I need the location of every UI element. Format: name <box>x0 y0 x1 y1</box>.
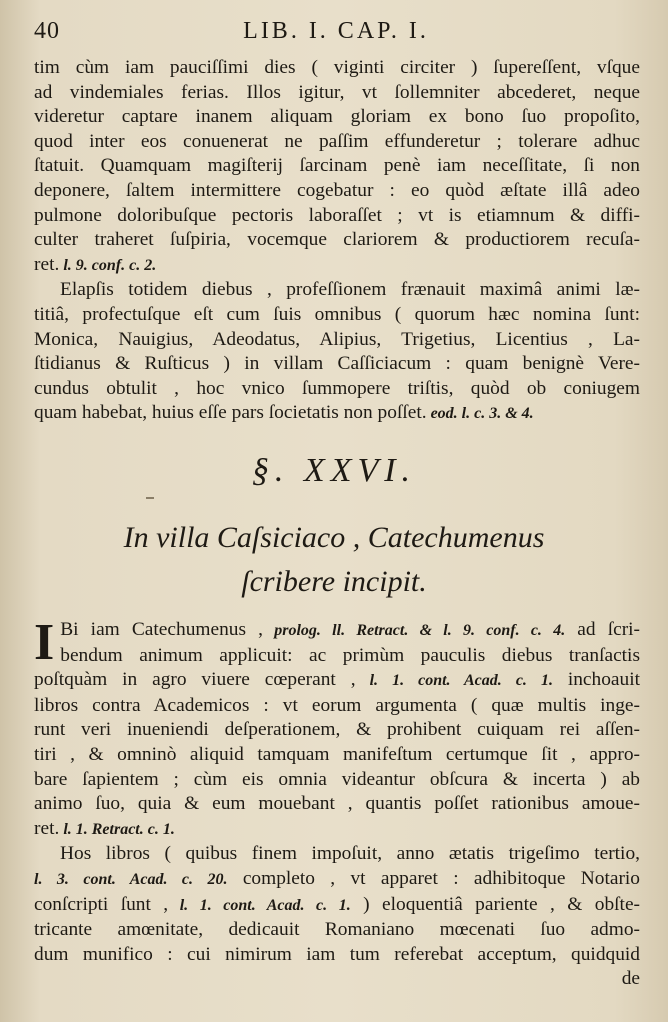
line-text: de <box>621 968 640 990</box>
line-text: ſtidianus & Ruſticus ) in villam Caſſiciacum : quam benignè Vere- <box>34 353 640 375</box>
line-text: ad vindemiales ferias. Illos igitur, vt ſollemniter abcederet, neque <box>34 81 640 103</box>
line-text-after: completo , vt apparet : adhibitoque Notario <box>227 867 640 889</box>
text-line <box>34 768 640 793</box>
section-title <box>0 516 668 604</box>
text-line <box>34 718 640 743</box>
line-text-after: ) eloquentiâ pariente , & obſte- <box>350 893 641 915</box>
text-line <box>34 967 640 992</box>
text-block-2 <box>34 614 641 992</box>
line-text: tricante amœnitate, dedicauit Romaniano mœcenati ſuo admo- <box>34 919 640 941</box>
paragraph-2 <box>34 278 640 427</box>
text-line <box>34 204 640 229</box>
section-number: §. XXVI. <box>251 452 417 489</box>
text-line <box>34 328 640 353</box>
text-line <box>34 918 640 943</box>
text-line <box>34 278 640 303</box>
text-line <box>34 401 640 427</box>
text-line <box>34 943 640 968</box>
line-text: ret. <box>34 253 60 275</box>
line-text: libros contra Academicos : vt eorum argumenta ( quæ multis inge- <box>34 694 640 716</box>
line-text: pulmone doloribuſque pectoris laboraſſet ; vt is etiamnum & diffi- <box>34 204 640 226</box>
text-line <box>34 618 640 644</box>
line-text: videretur captare inanem aliquam gloriam ex bono ſuo propoſito, <box>34 106 640 128</box>
line-text: ſtatuit. Quamquam magiſterij ſarcinam penè iam neceſſitate, ſi non <box>34 155 640 177</box>
page-header <box>34 16 638 50</box>
text-line <box>34 179 640 204</box>
text-line <box>34 105 640 130</box>
section-title-line-2: ſcribere incipit. <box>241 565 427 598</box>
text-block-1 <box>34 56 640 427</box>
citation: l. 1. Retract. c. 1. <box>59 820 175 838</box>
citation: l. 9. conf. c. 2. <box>59 256 157 274</box>
line-text: Hos libros ( quibus finem impoſuit, anno ætatis trigeſimo tertio, <box>60 843 640 865</box>
citation: prolog. ll. Retract. & l. 9. conf. c. 4. <box>262 622 566 639</box>
citation: l. 3. cont. Acad. c. 20. <box>34 870 228 888</box>
line-text: runt veri inueniendi deſperationem, & prohibent cuiquam rei aſſen- <box>34 719 640 741</box>
line-text: culter traheret ſuſpiria, vocemque clariorem & productiorem recuſa- <box>34 229 640 251</box>
text-line <box>34 668 640 694</box>
line-text: Bi iam Catechumenus , <box>60 619 263 640</box>
text-line <box>34 867 640 893</box>
line-text: ret. <box>34 817 60 839</box>
line-text: tim cùm iam pauciſſimi dies ( viginti circiter ) ſupereſſent, vſque <box>34 57 640 78</box>
line-text: animo ſuo, quia & eum mouebant , quantis poſſet rationibus amoue- <box>34 793 640 815</box>
citation: l. 1. cont. Acad. c. 1. <box>355 672 553 690</box>
text-line <box>34 792 640 817</box>
line-text: deponere, ſaltem intermittere cogebatur : eo quòd æſtate illâ adeo <box>34 179 640 201</box>
citation: l. 1. cont. Acad. c. 1. <box>168 896 351 914</box>
text-line <box>34 743 640 768</box>
line-text: conſcripti ſunt , <box>34 893 169 915</box>
running-head: LIB. I. CAP. I. <box>243 18 429 44</box>
line-text: quam habebat, huius eſſe pars ſocietatis non poſſet. <box>34 402 427 424</box>
page-number: 40 <box>34 18 60 44</box>
line-text: Elapſis totidem diebus , profeſſionem frænauit maximâ animi læ- <box>60 279 640 301</box>
citation: eod. l. c. 3. & 4. <box>426 405 534 423</box>
text-line <box>34 893 640 919</box>
text-line <box>34 56 640 81</box>
line-text-after: ad ſcri- <box>565 619 641 640</box>
text-line <box>34 81 640 106</box>
line-text: bare ſapientem ; cùm eis omnia videantur obſcura & incerta ) ab <box>34 768 640 790</box>
text-line <box>34 694 640 719</box>
line-text: dum munifico : cui nimirum iam tum referebat acceptum, quidquid <box>34 943 640 965</box>
text-line <box>34 817 640 843</box>
text-line <box>34 644 640 669</box>
paragraph-1 <box>34 56 640 278</box>
text-line <box>34 228 640 253</box>
line-text-after: inchoauit <box>552 669 640 691</box>
line-text: tiri , & omninò aliquid tamquam manifeſtum certumque ſit , appro- <box>34 743 640 765</box>
line-text: poſtquàm in agro viuere cœperant , <box>34 669 356 691</box>
text-line <box>34 842 640 867</box>
text-line <box>34 253 640 279</box>
ornament-mark <box>146 497 154 499</box>
line-text: quod inter eos conuenerat ne paſſim effunderetur ; tolerare adhuc <box>34 130 640 152</box>
section-title-line-1: In villa Caſsiciaco , Catechumenus <box>123 521 545 554</box>
paragraph-3 <box>34 614 641 992</box>
text-line <box>34 352 640 377</box>
line-text: bendum animum applicuit: ac primùm pauculis diebus tranſactis <box>60 644 640 666</box>
text-line <box>34 303 640 328</box>
line-text: titiâ, profectuſque eſt cum ſuis omnibus ( quorum hæc nomina ſunt: <box>34 303 640 325</box>
text-line <box>34 154 640 179</box>
drop-cap: I <box>34 614 55 671</box>
text-line <box>34 377 640 402</box>
text-line <box>34 130 640 155</box>
line-text: cundus obtulit , hoc vnico ſummopere triſtis, quòd ob coniugem <box>34 377 640 399</box>
line-text: Monica, Nauigius, Adeodatus, Alipius, Trigetius, Licentius , La- <box>34 328 640 350</box>
